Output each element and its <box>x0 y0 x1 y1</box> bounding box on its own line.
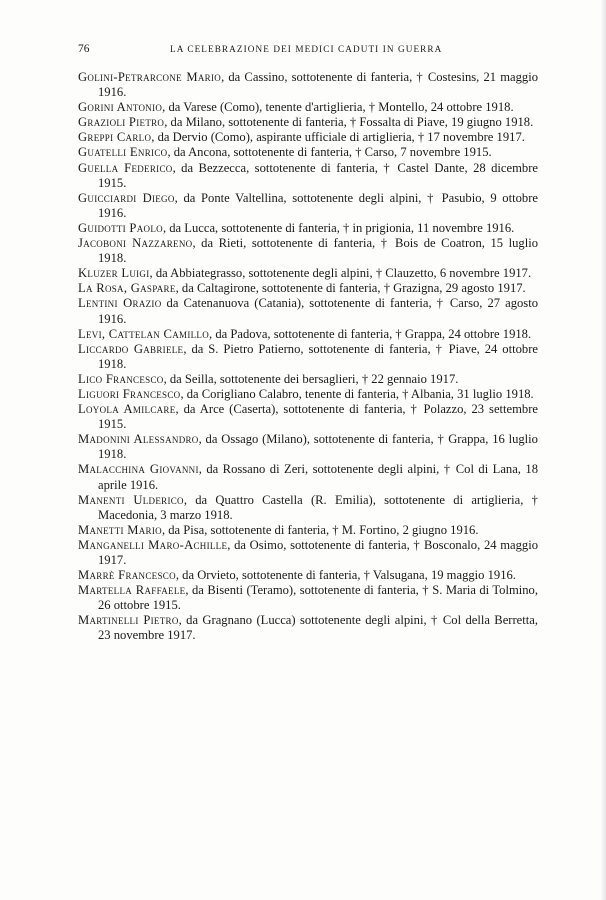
page-edge-shadow <box>600 0 606 900</box>
entry-details: , da Rossano di Zeri, sottotenente degli alpini, † Col di Lana, 18 aprile 1916. <box>98 462 538 492</box>
entry-details: , da Bisenti (Teramo), sottotenente di fanteria, † S. Maria di Tolmino, 26 ottobre 1915. <box>98 583 538 613</box>
entry-name: Levi, Cattelan Camillo <box>78 326 210 341</box>
entry-name: Manenti Ulderico <box>78 492 184 507</box>
entry-details: da Catenanuova (Catania), sottotenente di fanteria, † Carso, 27 agosto 1916. <box>98 296 538 326</box>
list-item <box>78 100 538 115</box>
page-number: 76 <box>78 43 90 55</box>
list-item <box>78 266 538 281</box>
entry-name: Guicciardi Diego <box>78 190 175 205</box>
list-item <box>78 236 538 266</box>
entry-name: Golini-Petrarcone Mario <box>78 70 222 84</box>
running-title: LA CELEBRAZIONE DEI MEDICI CADUTI IN GUERRA <box>170 44 443 54</box>
entry-details: , da Corigliano Calabro, tenente di fanteria, † Albania, 31 luglio 1918. <box>180 386 534 401</box>
list-item <box>78 296 538 326</box>
entry-details: , da Padova, sottotenente di fanteria, † Grappa, 24 ottobre 1918. <box>209 326 532 341</box>
list-item <box>78 327 538 342</box>
list-item <box>78 70 538 100</box>
entry-details: , da Pisa, sottotenente di fanteria, † M. Fortino, 2 giugno 1916. <box>161 522 479 537</box>
list-item <box>78 191 538 221</box>
entry-name: Liccardo Gabriele <box>78 341 184 356</box>
entry-name: Manetti Mario <box>78 522 162 537</box>
entry-name: Malacchina Giovanni <box>78 462 199 477</box>
entry-name: Martinelli Pietro <box>78 613 179 628</box>
entry-details: , da Rieti, sottotenente di fanteria, † Bois de Coatron, 15 luglio 1918. <box>98 236 538 266</box>
entry-name: Guatelli Enrico <box>78 145 168 160</box>
running-header <box>78 43 538 59</box>
entry-name: Grazioli Pietro <box>78 115 165 130</box>
entry-details: , da S. Pietro Patierno, sottotenente di fanteria, † Piave, 24 ottobre 1918. <box>98 341 538 371</box>
entry-name: Martella Raffaele <box>78 583 186 598</box>
list-item <box>78 221 538 236</box>
list-item <box>78 145 538 160</box>
list-item <box>78 372 538 387</box>
list-item <box>78 281 538 296</box>
entry-name: Loyola Amilcare <box>78 402 176 417</box>
entry-name: Marrè Francesco <box>78 568 176 583</box>
list-item <box>78 161 538 191</box>
list-item <box>78 402 538 432</box>
list-item <box>78 613 538 643</box>
entry-name: Madonini Alessandro <box>78 432 199 447</box>
entry-name: Liguori Francesco <box>78 386 181 401</box>
list-item <box>78 432 538 462</box>
entry-name: Manganelli Maro-Achille <box>78 537 228 552</box>
list-item <box>78 130 538 145</box>
entry-details: , da Varese (Como), tenente d'artiglieria, † Montello, 24 ottobre 1918. <box>162 100 514 115</box>
entry-details: , da Arce (Caserta), sottotenente di fanteria, † Polazzo, 23 settembre 1915. <box>98 402 538 432</box>
list-item <box>78 387 538 402</box>
entry-name: Guella Federico <box>78 160 173 175</box>
entry-details: , da Orvieto, sottotenente di fanteria, † Valsugana, 19 maggio 1916. <box>175 568 516 583</box>
entry-name: Lentini Orazio <box>78 296 162 311</box>
entry-name: Jacoboni Nazzareno <box>78 236 193 251</box>
entry-name: Guidotti Paolo <box>78 220 163 235</box>
entry-details: , da Quattro Castella (R. Emilia), sottotenente di artiglieria, † Macedonia, 3 marzo 1918. <box>98 492 538 522</box>
entry-details: , da Cassino, sottotenente di fanteria, † Costesins, 21 maggio 1916. <box>98 70 538 100</box>
list-item <box>78 342 538 372</box>
entry-details: , da Milano, sottotenente di fanteria, † Fossalta di Piave, 19 giugno 1918. <box>164 115 534 130</box>
list-item <box>78 115 538 130</box>
list-item <box>78 523 538 538</box>
entry-name: Kluzer Luigi <box>78 266 150 281</box>
list-item <box>78 493 538 523</box>
entry-details: , da Caltagirone, sottotenente di fanteria, † Grazigna, 29 agosto 1917. <box>175 281 526 296</box>
entry-details: , da Abbiategrasso, sottotenente degli alpini, † Clauzetto, 6 novembre 1917. <box>149 266 532 281</box>
entry-details: , da Dervio (Como), aspirante ufficiale di artiglieria, † 17 novembre 1917. <box>151 130 525 145</box>
entry-details: , da Ancona, sottotenente di fanteria, † Carso, 7 novembre 1915. <box>167 145 492 160</box>
entry-name: Lico Francesco <box>78 371 164 386</box>
entry-name: Greppi Carlo <box>78 130 152 145</box>
entry-details: , da Gragnano (Lucca) sottotenente degli alpini, † Col della Berretta, 23 novembre 1917. <box>98 613 539 643</box>
entry-details: , da Osimo, sottotenente di fanteria, † Bosconalo, 24 maggio 1917. <box>98 537 539 567</box>
entry-name: La Rosa, Gaspare <box>78 281 176 296</box>
list-item <box>78 462 538 492</box>
list-item <box>78 568 538 583</box>
entry-details: , da Ponte Valtellina, sottotenente degli alpini, † Pasubio, 9 ottobre 1916. <box>98 190 538 220</box>
list-item <box>78 538 538 568</box>
casualty-list <box>78 70 538 644</box>
entry-details: , da Ossago (Milano), sottotenente di fanteria, † Grappa, 16 luglio 1918. <box>98 432 538 462</box>
entry-name: Gorini Antonio <box>78 100 163 115</box>
list-item <box>78 583 538 613</box>
entry-details: , da Seilla, sottotenente dei bersaglieri, † 22 gennaio 1917. <box>163 371 459 386</box>
entry-details: , da Bezzecca, sottotenente di fanteria, † Castel Dante, 28 dicembre 1915. <box>98 160 538 190</box>
entry-details: , da Lucca, sottotenente di fanteria, † in prigionia, 11 novembre 1916. <box>162 220 515 235</box>
